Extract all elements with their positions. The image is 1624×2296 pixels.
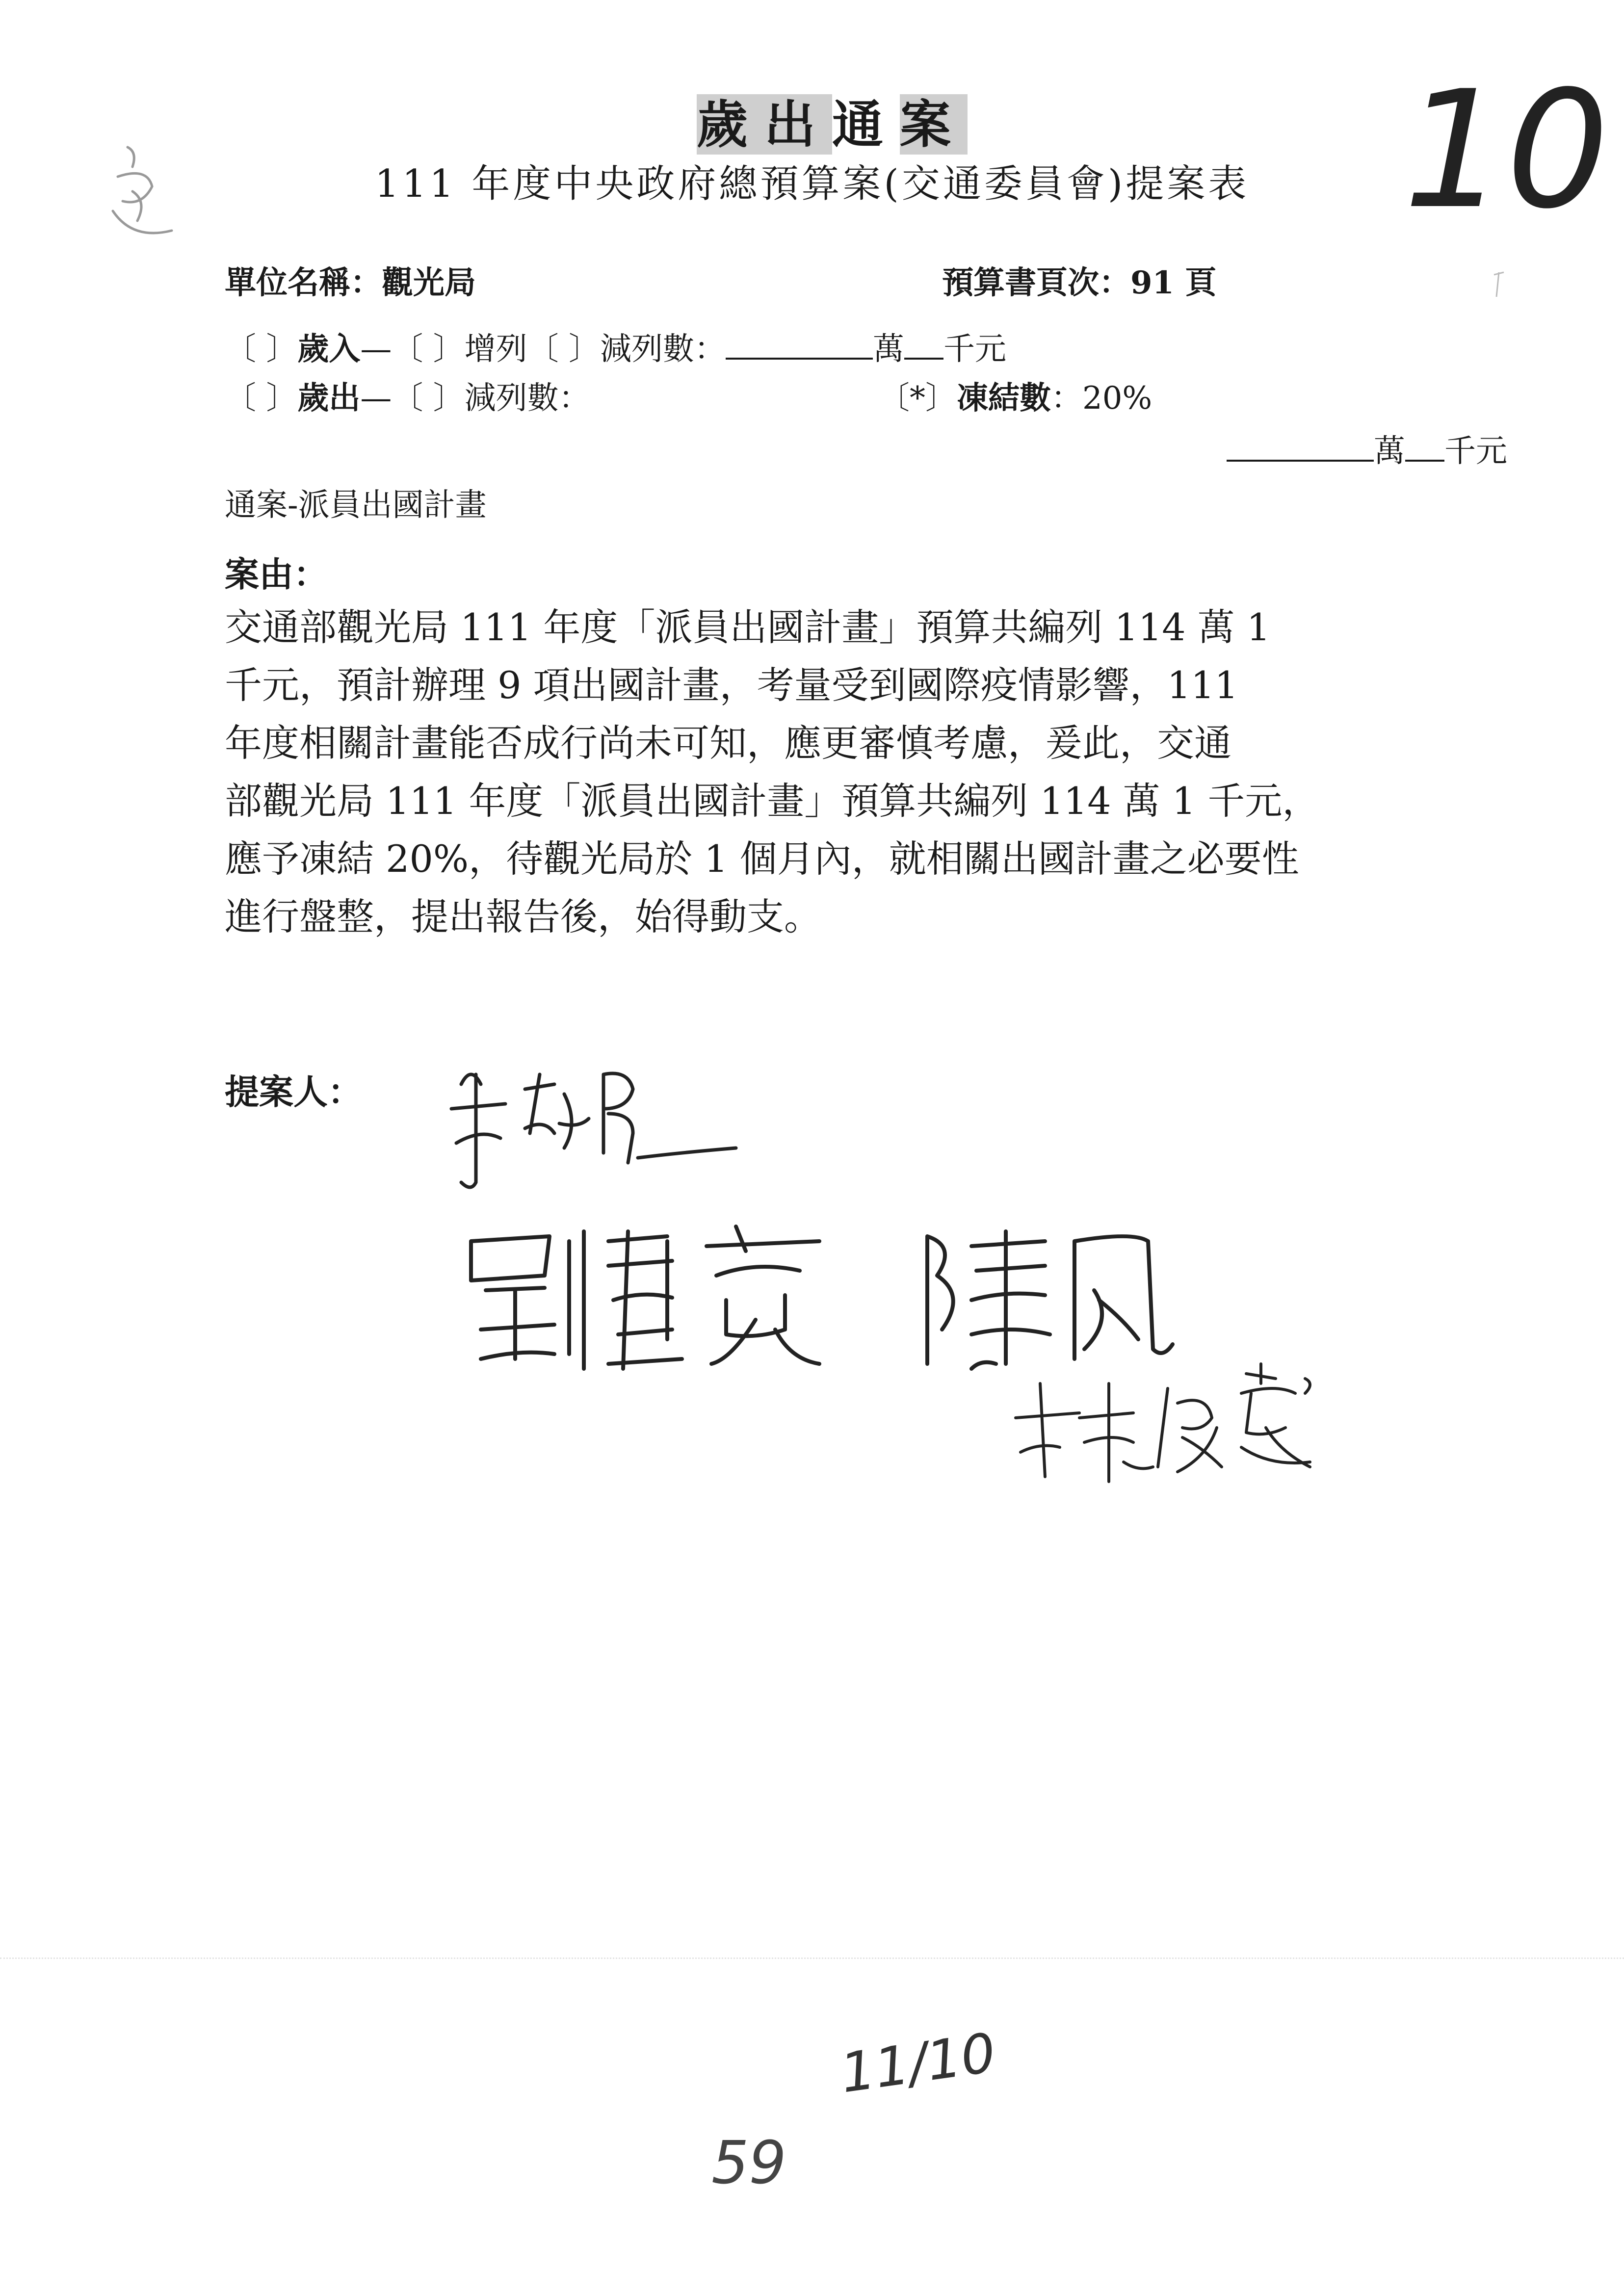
page-number-text: 10 <box>1403 56 1609 244</box>
revenue-decrease-option: 〔 〕減列數： <box>527 331 726 367</box>
approval-scribble-icon <box>98 137 186 265</box>
revenue-dash: — <box>360 331 392 367</box>
handwritten-date <box>834 1992 999 2119</box>
revenue-category: 歲入 <box>297 331 361 367</box>
freeze-checkbox-checked: 〔*〕 <box>878 380 957 417</box>
expense-category: 歲出 <box>297 380 361 417</box>
expense-checkbox: 〔 〕 <box>225 380 298 417</box>
edge-mark-icon <box>1492 270 1506 299</box>
stamp-part-common: 通 <box>832 94 900 155</box>
freeze-label: 凍結數 <box>957 380 1051 417</box>
freeze-line <box>878 373 1152 418</box>
handwritten-date-text: 11/10 <box>837 2021 999 2105</box>
revenue-wan-blank <box>726 329 873 360</box>
form-title: 111 年度中央政府總預算案(交通委員會)提案表 <box>374 162 1250 206</box>
expense-qian-unit: 千元 <box>1444 433 1507 470</box>
reason-body <box>225 599 1441 946</box>
revenue-qian-blank <box>904 329 943 360</box>
reason-line: 部觀光局 111 年度「派員出國計畫」預算共編列 114 萬 1 千元， <box>225 779 1320 823</box>
signature-1 <box>442 1045 746 1212</box>
freeze-value: ：20% <box>1051 380 1153 417</box>
budget-page-ref: 預算書頁次：91 頁 <box>942 264 1217 301</box>
signature-2 <box>461 1212 854 1388</box>
expense-wan-unit: 萬 <box>1374 433 1405 470</box>
revenue-qian-unit: 千元 <box>943 331 1007 367</box>
reason-line: 年度相關計畫能否成行尚未可知，應更審慎考慮，爰此，交通 <box>225 721 1231 765</box>
reason-line: 進行盤整，提出報告後，始得動支。 <box>225 895 821 939</box>
stamp-title <box>697 83 968 157</box>
proposer-label: 提案人： <box>225 1071 362 1112</box>
reason-line: 應予凍結 20%，待觀光局於 1 個月內，就相關出國計畫之必要性 <box>225 837 1299 881</box>
stamp-part-category: 歲出 <box>697 94 833 155</box>
expense-line <box>225 373 590 418</box>
page-number-mark <box>1393 56 1609 245</box>
handwritten-folio-text: 59 <box>711 2129 786 2197</box>
item-title: 通案-派員出國計畫 <box>225 487 487 523</box>
scan-divider <box>0 1957 1624 1959</box>
reason-heading: 案由： <box>225 554 328 595</box>
expense-amount-line <box>1227 426 1507 471</box>
reason-line: 交通部觀光局 111 年度「派員出國計畫」預算共編列 114 萬 1 <box>225 605 1271 649</box>
expense-qian-blank <box>1405 431 1444 462</box>
revenue-line <box>225 324 1006 369</box>
revenue-checkbox: 〔 〕 <box>225 331 298 367</box>
expense-wan-blank <box>1227 431 1374 462</box>
revenue-increase-option: 〔 〕增列 <box>392 331 527 367</box>
stamp-part-case: 案 <box>900 94 968 155</box>
unit-label: 單位名稱：觀光局 <box>225 264 476 301</box>
reason-line: 千元，預計辦理 9 項出國計畫，考量受到國際疫情影響，111 <box>225 663 1238 707</box>
expense-dash: — <box>360 380 392 417</box>
handwritten-folio <box>702 2119 800 2203</box>
expense-decrease-option: 〔 〕減列數： <box>392 380 590 417</box>
revenue-wan-unit: 萬 <box>873 331 905 367</box>
signature-4 <box>1011 1354 1344 1491</box>
